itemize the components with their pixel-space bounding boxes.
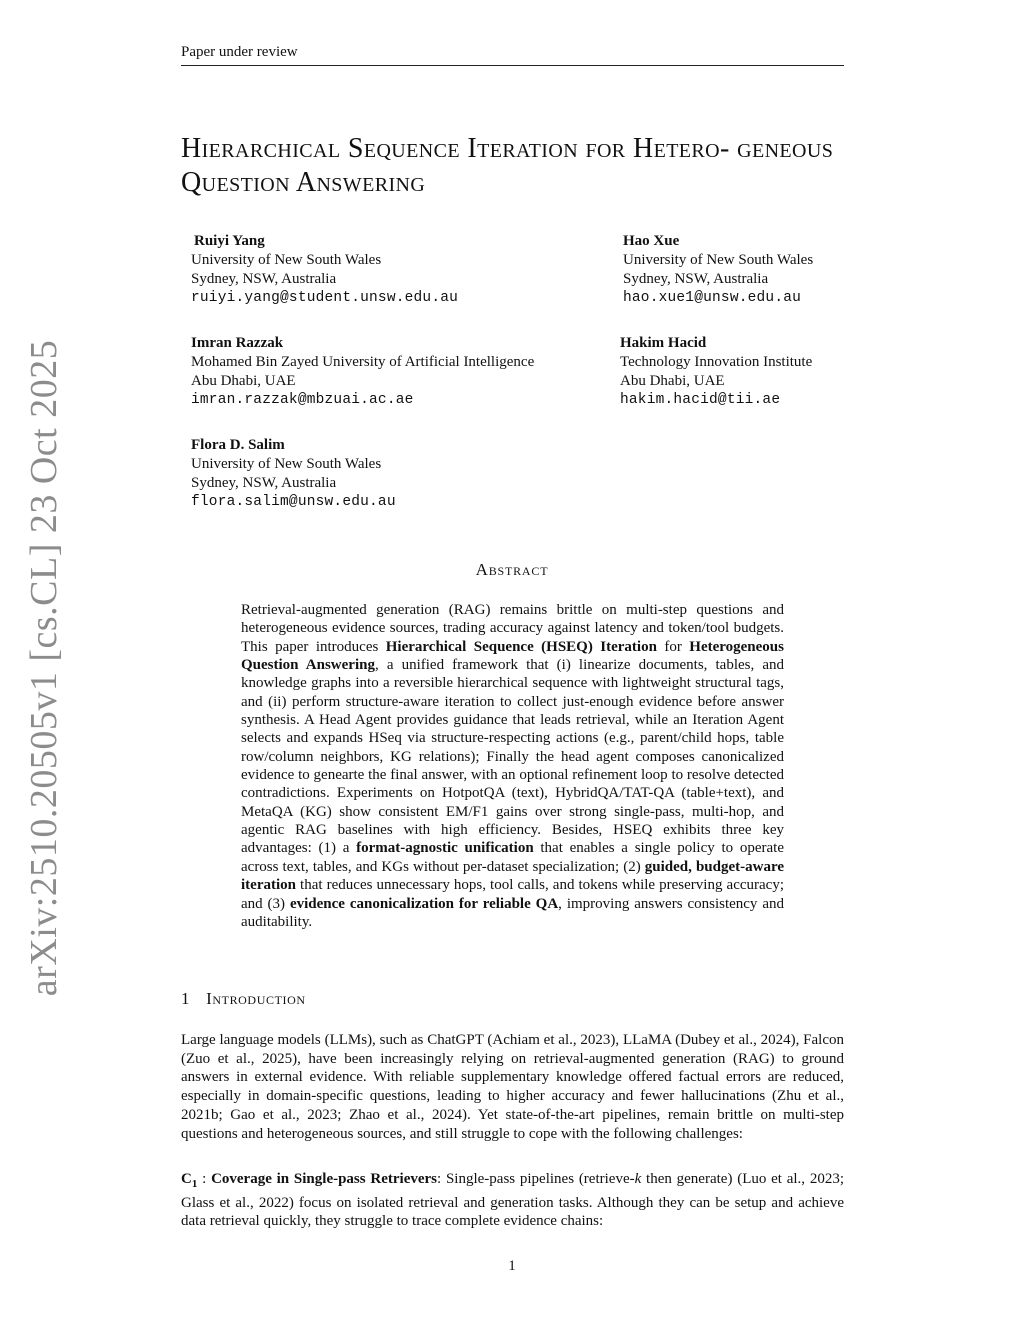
header-rule	[181, 65, 844, 66]
author-location: Sydney, NSW, Australia	[191, 271, 337, 287]
author-block	[191, 232, 459, 308]
advantage-1: format-agnostic unification	[356, 840, 534, 857]
section-heading-introduction	[181, 989, 306, 1009]
author-location: Sydney, NSW, Australia	[191, 475, 337, 491]
page-number: 1	[508, 1258, 516, 1274]
author-email[interactable]: flora.salim@unsw.edu.au	[191, 494, 396, 510]
author-name: Hao Xue	[623, 233, 680, 249]
author-name: Flora D. Salim	[191, 437, 285, 453]
author-affiliation: University of New South Wales	[623, 252, 814, 268]
author-affiliation: Technology Innovation Institute	[620, 354, 813, 370]
author-email[interactable]: ruiyi.yang@student.unsw.edu.au	[191, 290, 459, 306]
paper-title: Hierarchical Sequence Iteration for Hetero- geneous Question Answering	[181, 133, 834, 198]
author-block	[620, 334, 812, 410]
section-number: 1	[181, 989, 191, 1008]
author-block	[623, 232, 813, 308]
challenge-c1-paragraph: $C_1$ : Coverage in Single-pass Retrievers: Single-pass pipelines (retrieve-k then generate) (Luo et al., 2023; Glass et al., 2022) focus on isolated retrieval and generation tasks. Although they can be setup and achieve data retrieval quickly, they struggle to trace complete evidence chains:	[181, 1171, 844, 1230]
author-location: Abu Dhabi, UAE	[191, 373, 296, 389]
intro-paragraph: Large language models (LLMs), such as ChatGPT (Achiam et al., 2023), LLaMA (Dubey et al., 2024), Falcon (Zuo et al., 2025), have been increasingly relying on retrieval-augmented generation (RAG) to ground answers in external evidence. With reliable supplementary knowledge offered factual errors are reduced, especially in domain-specific questions, leading to higher accuracy and fewer hallucinations (Zhu et al., 2021b; Gao et al., 2023; Zhao et al., 2024). Yet state-of-the-art pipelines, remain brittle on multi-step questions and heterogeneous sources, and still struggle to cope with the following challenges:	[181, 1032, 844, 1142]
author-name: Ruiyi Yang	[194, 233, 265, 249]
author-email[interactable]: hao.xue1@unsw.edu.au	[623, 290, 802, 306]
hqa-term: Heterogeneous Question Answering	[241, 638, 784, 674]
author-block	[191, 436, 396, 512]
challenge-label: C	[181, 1171, 192, 1187]
author-name: Imran Razzak	[191, 335, 284, 351]
author-affiliation: University of New South Wales	[191, 456, 382, 472]
abstract-body: Retrieval-augmented generation (RAG) remains brittle on multi-step questions and heterogeneous evidence sources, trading accuracy against latency and token/tool budgets. This paper introduces Hierarchical Sequence (HSEQ) Iteration for Heterogeneous Question Answering, a unified framework that (i) linearize documents, tables, and knowledge graphs into a reversible hierarchical sequence with lightweight structural tags, and (ii) perform structure-aware iteration to collect just-enough evidence before answer synthesis. A Head Agent provides guidance that leads retrieval, while an Iteration Agent selects and expands HSeq via structure-respecting actions (e.g., parent/child hops, table row/column neighbors, KG relations); Finally the head agent composes canonicalized evidence to genearte the final answer, with an optional refinement loop to resolve detected contradictions. Experiments on HotpotQA (text), HybridQA/TAT-QA (table+text), and MetaQA (KG) show consistent EM/F1 gains over strong single-pass, multi-hop, and agentic RAG baselines with high efficiency. Besides, HSEQ exhibits three key advantages: (1) a format-agnostic unification that enables a single policy to operate across text, tables, and KGs without per-dataset specialization; (2) guided, budget-aware iteration that reduces unnecessary hops, tool calls, and tokens while preserving accuracy; and (3) evidence canonicalization for reliable QA, improving answers consistency and auditability.	[241, 602, 785, 930]
section-title: Introduction	[206, 989, 306, 1008]
author-location: Sydney, NSW, Australia	[623, 271, 769, 287]
author-email[interactable]: imran.razzak@mbzuai.ac.ae	[191, 392, 414, 408]
author-affiliation: University of New South Wales	[191, 252, 382, 268]
author-name: Hakim Hacid	[620, 335, 707, 351]
author-block	[191, 334, 534, 410]
arxiv-identifier-stamp: arXiv:2510.20505v1 [cs.CL] 23 Oct 2025	[23, 339, 65, 997]
hseq-term: Hierarchical Sequence (HSEQ) Iteration	[385, 638, 657, 655]
challenge-title: Coverage in Single-pass Retrievers	[211, 1171, 438, 1187]
advantage-3: evidence canonicalization for reliable QA	[289, 895, 559, 912]
author-email[interactable]: hakim.hacid@tii.ae	[620, 392, 781, 408]
abstract-heading: Abstract	[475, 560, 549, 579]
author-location: Abu Dhabi, UAE	[620, 373, 725, 389]
advantage-2: guided, budget-aware iteration	[241, 858, 784, 894]
running-header: Paper under review	[181, 44, 298, 60]
author-affiliation: Mohamed Bin Zayed University of Artificial Intelligence	[191, 354, 535, 370]
